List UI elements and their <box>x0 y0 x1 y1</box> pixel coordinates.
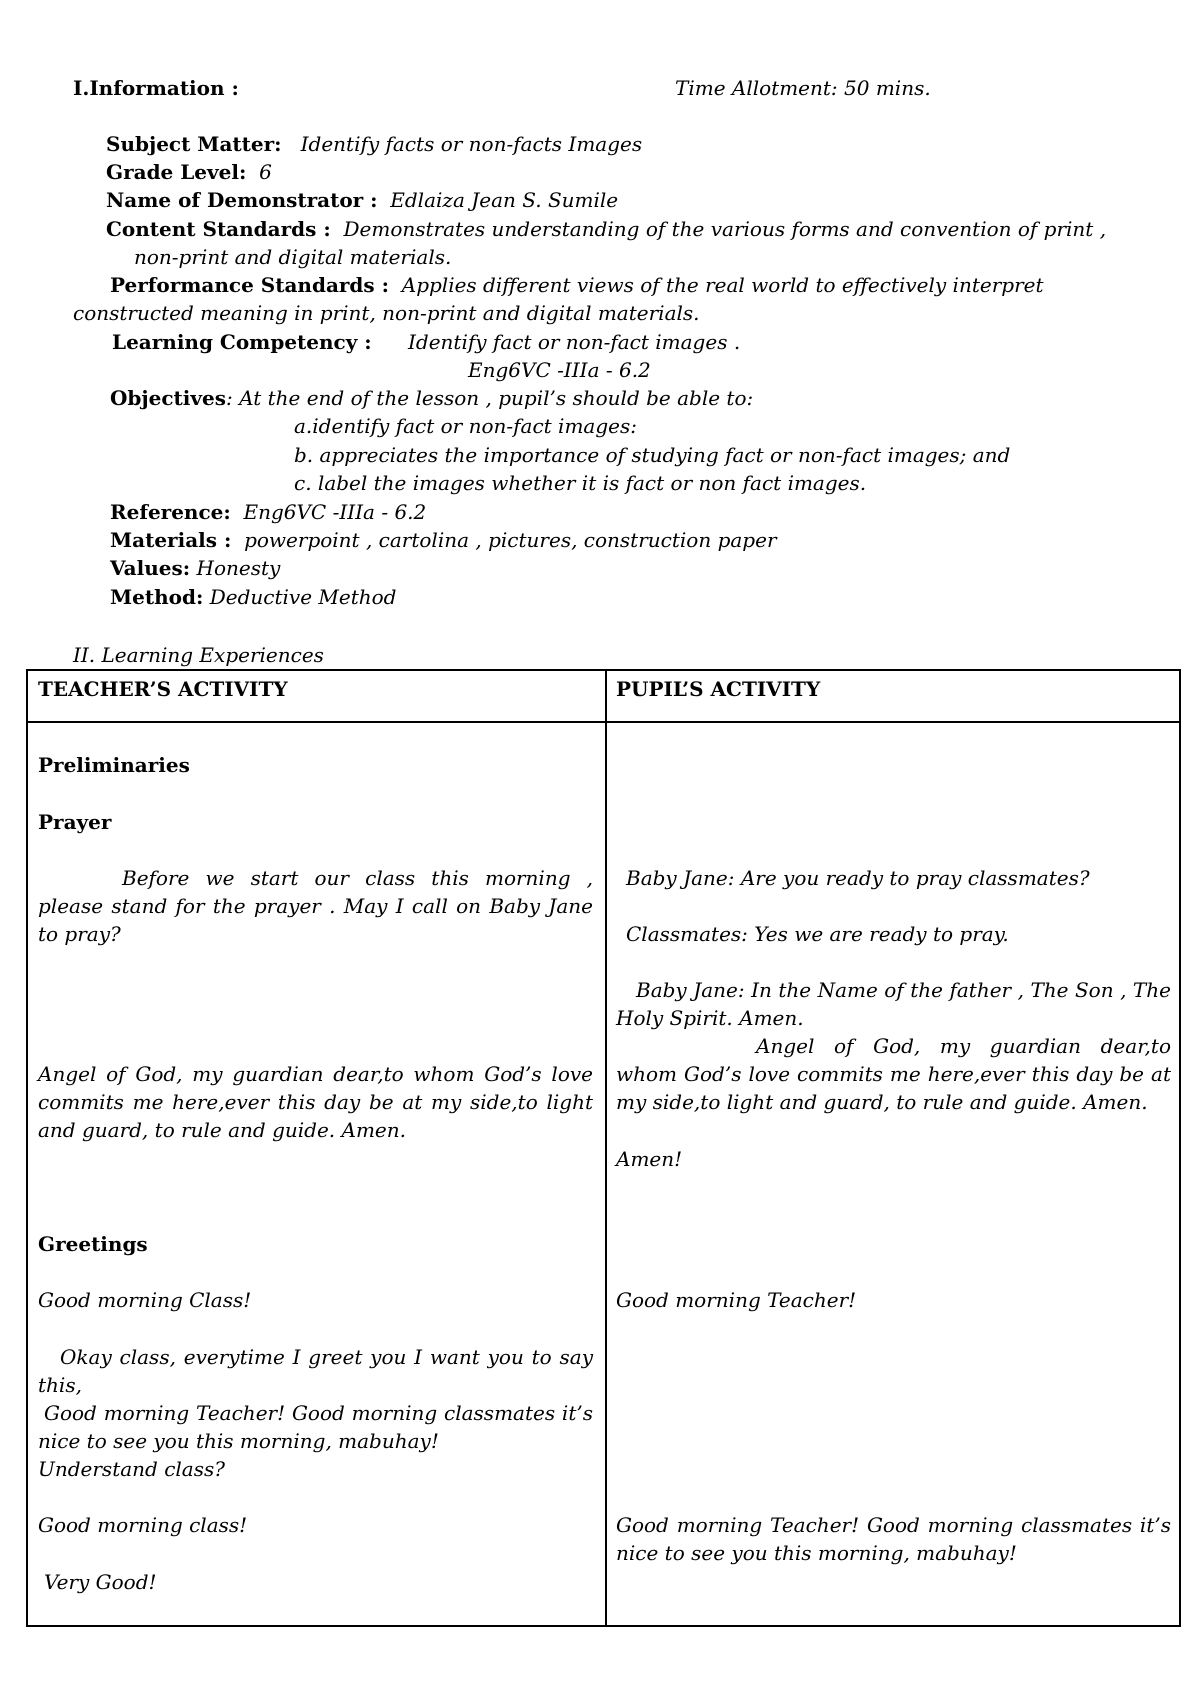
pupil-classmates-ready: Classmates: Yes we are ready to pray. <box>626 922 1009 946</box>
subject-matter-row <box>106 130 642 158</box>
demonstrator-value: Edlaiza Jean S. Sumile <box>390 188 619 212</box>
performance-standards-row <box>110 271 1044 299</box>
greetings-heading: Greetings <box>38 1232 148 1256</box>
method-label: Method: <box>110 585 204 609</box>
learning-competency-row <box>112 328 372 356</box>
objective-item: c. label the images whether it is fact or non fact images. <box>294 471 867 495</box>
content-standards-row <box>106 215 1106 243</box>
pupil-prayer-ask: Baby Jane: Are you ready to pray classmates? <box>626 866 1090 890</box>
teacher-understand: Understand class? <box>38 1457 225 1481</box>
performance-standards-cont: constructed meaning in print, non-print and digital materials. <box>73 301 700 325</box>
materials-value: powerpoint , cartolina , pictures, construction paper <box>244 528 777 552</box>
teacher-good-morning: Good morning Class! <box>38 1288 252 1312</box>
objectives-intro: : At the end of the lesson , pupil’s should be able to: <box>226 386 754 410</box>
reference-label: Reference: <box>110 500 231 524</box>
demonstrator-label: Name of Demonstrator : <box>106 188 378 212</box>
grade-level-label: Grade Level: <box>106 160 247 184</box>
time-allotment: Time Allotment: 50 mins. <box>675 76 931 100</box>
pupil-full-greeting: Good morning Teacher! Good morning classmates it’s nice to see you this morning, mabuhay! <box>616 1513 1171 1565</box>
lesson-table <box>26 669 1181 1627</box>
information-heading: I.Information : <box>73 76 239 100</box>
reference-value: Eng6VC -IIIa - 6.2 <box>243 500 427 524</box>
grade-level-value: 6 <box>259 160 272 184</box>
grade-level-row <box>106 158 272 186</box>
demonstrator-row <box>106 186 618 214</box>
column-divider <box>605 671 607 1625</box>
header-divider <box>28 721 1179 723</box>
subject-matter-value: Identify facts or non-facts Images <box>300 132 643 156</box>
pupil-good-morning: Good morning Teacher! <box>616 1288 857 1312</box>
learning-experiences-heading: II. Learning Experiences <box>73 643 324 667</box>
teacher-instruction: Okay class, everytime I greet you I want you to say this, <box>38 1345 593 1397</box>
learning-competency-label: Learning Competency : <box>112 330 372 354</box>
pupil-prayer: Angel of God, my guardian dear,to whom God’s love commits me here,ever this day be at my side,to light and guard, to rule and guide. Amen. <box>616 1034 1171 1114</box>
values-row <box>110 554 280 582</box>
performance-standards-label: Performance Standards : <box>110 273 390 297</box>
teacher-prayer: Angel of God, my guardian dear,to whom God’s love commits me here,ever this day be at my side,to light and guard, to rule and guide. Amen. <box>38 1062 593 1142</box>
pupil-sign-of-cross: Baby Jane: In the Name of the father , The Son , The Holy Spirit. Amen. <box>616 978 1171 1030</box>
objectives-row <box>110 384 753 412</box>
preliminaries-heading: Preliminaries <box>38 753 190 777</box>
content-standards-cont: non-print and digital materials. <box>134 245 452 269</box>
teacher-instruction-greeting: Good morning Teacher! Good morning classmates it’s nice to see you this morning, mabuhay! <box>38 1401 593 1453</box>
learning-competency-code: Eng6VC -IIIa - 6.2 <box>468 358 651 382</box>
learning-competency-value: Identify fact or non-fact images . <box>408 330 741 354</box>
subject-matter-label: Subject Matter: <box>106 132 282 156</box>
teacher-very-good: Very Good! <box>44 1570 157 1594</box>
content-standards-value: Demonstrates understanding of the various forms and convention of print , <box>343 217 1107 241</box>
pupil-activity-header: PUPIL’S ACTIVITY <box>616 677 821 701</box>
method-row <box>110 583 396 611</box>
teacher-good-morning-2: Good morning class! <box>38 1513 248 1537</box>
teacher-prayer-intro: Before we start our class this morning , please stand for the prayer . May I call on Baby Jane to pray? <box>38 866 593 946</box>
content-standards-label: Content Standards : <box>106 217 331 241</box>
reference-row <box>110 498 426 526</box>
pupil-amen: Amen! <box>616 1147 683 1171</box>
objective-item: a.identify fact or non-fact images: <box>294 414 637 438</box>
materials-row <box>110 526 777 554</box>
prayer-heading: Prayer <box>38 810 112 834</box>
values-label: Values: <box>110 556 191 580</box>
performance-standards-value: Applies different views of the real world to effectively interpret <box>401 273 1044 297</box>
teacher-activity-header: TEACHER’S ACTIVITY <box>38 677 288 701</box>
method-value: Deductive Method <box>209 585 397 609</box>
values-value: Honesty <box>196 556 281 580</box>
objectives-label: Objectives <box>110 386 226 410</box>
objective-item: b. appreciates the importance of studying fact or non-fact images; and <box>294 443 1011 467</box>
materials-label: Materials : <box>110 528 232 552</box>
